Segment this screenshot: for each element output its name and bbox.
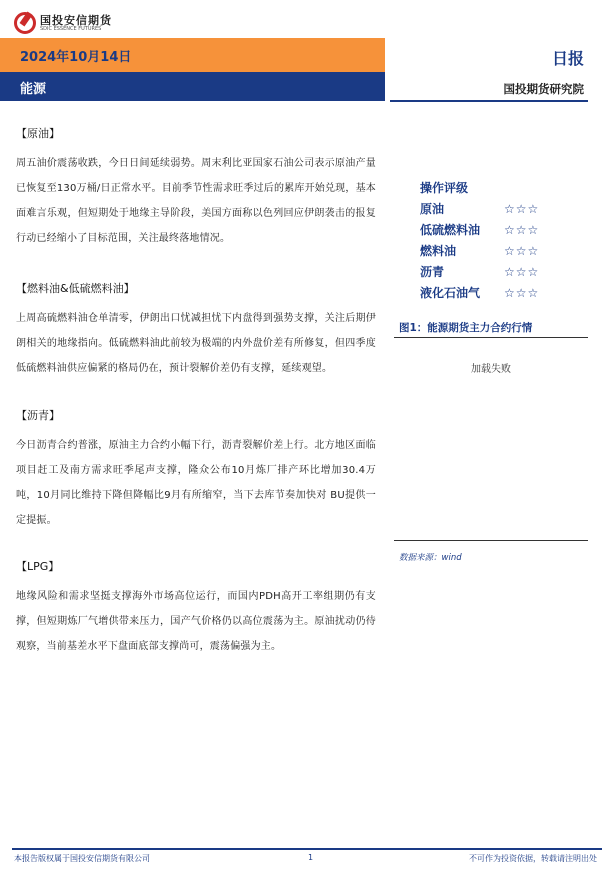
- rating-name: 原油: [420, 202, 445, 216]
- page-number: 1: [308, 853, 314, 862]
- report-date: 2024年10月14日: [20, 50, 132, 65]
- footer-copyright: 本报告版权属于国投安信期货有限公司: [14, 854, 150, 863]
- section-asphalt: [16, 408, 376, 533]
- rating-name: 低硫燃料油: [420, 223, 481, 237]
- section-body: 上周高硫燃料油仓单清零，伊朗出口忧减担忧下内盘得到强势支撑，关注后期伊朗相关的地缘指向。低硫燃料油此前较为极端的内外盘价差有所修复，但四季度低硫燃料油供应偏紧的格局仍在，预计裂解价差仍有支撑，延续观望。: [16, 313, 376, 374]
- rating-row-low-sulfur-fuel-oil: [420, 220, 580, 241]
- report-sector: 能源: [20, 82, 47, 97]
- company-logo: [14, 11, 112, 37]
- section-fuel-oil: [16, 281, 376, 381]
- rating-name: 燃料油: [420, 244, 457, 258]
- star-rating-icon: ☆☆☆: [504, 265, 540, 279]
- report-type: 日报: [551, 49, 584, 68]
- star-rating-icon: ☆☆☆: [504, 223, 540, 237]
- figure-title: 图1：能源期货主力合约行情: [399, 322, 533, 334]
- header-rule: [390, 100, 588, 102]
- section-title: 【原油】: [16, 127, 60, 140]
- section-lpg: [16, 559, 376, 659]
- commentary-column: [16, 126, 376, 682]
- section-title: 【燃料油&低硫燃料油】: [16, 282, 135, 295]
- header-blue-bar: [0, 72, 385, 101]
- rating-row-fuel-oil: [420, 241, 580, 262]
- section-crude-oil: [16, 126, 376, 251]
- figure-rule: [394, 337, 588, 338]
- star-rating-icon: ☆☆☆: [504, 202, 540, 216]
- institute-name: 国投期货研究院: [503, 82, 584, 96]
- section-title: 【沥青】: [16, 409, 60, 422]
- footer-rule: [12, 848, 602, 850]
- logo-name-cn: 国投安信期货: [40, 14, 112, 27]
- star-rating-icon: ☆☆☆: [504, 244, 540, 258]
- rating-name: 沥青: [420, 265, 445, 279]
- rating-row-crude-oil: [420, 199, 580, 220]
- section-body: 周五油价震荡收跌，今日日间延续弱势。周末利比亚国家石油公司表示原油产量已恢复至130万桶/日正常水平。目前季节性需求旺季过后的累库开始兑现，基本面难言乐观，但短期处于地缘主导阶段，美国方面称以色列回应伊朗袭击的报复行动已经缩小了目标范围，关注最终落地情况。: [16, 158, 376, 244]
- footer-disclaimer: 不可作为投资依据，转载请注明出处: [469, 854, 597, 863]
- logo-name-en: SDIC ESSENCE FUTURES: [40, 26, 102, 32]
- section-body: 今日沥青合约普涨，原油主力合约小幅下行，沥青裂解价差上行。北方地区面临项目赶工及南方需求旺季尾声支撑，隆众公布10月炼厂排产环比增加30.4万吨，10月同比维持下降但降幅比9月有所缩窄，当下去库节奏加快对 BU提供一定提振。: [16, 440, 376, 526]
- rating-name: 液化石油气: [420, 286, 481, 300]
- star-rating-icon: ☆☆☆: [504, 286, 540, 300]
- section-title: 【LPG】: [16, 560, 60, 573]
- logo-mark-icon: [14, 12, 36, 34]
- figure-load-failed: 加载失败: [471, 364, 511, 375]
- source-rule: [394, 540, 588, 541]
- section-body: 地缘风险和需求坚挺支撑海外市场高位运行，而国内PDH高开工率组期仍有支撑，但短期炼厂气增供带来压力，国产气价格仍以高位震荡为主。原油扰动仍待观察，当前基差水平下盘面底部支撑尚可，震荡偏强为主。: [16, 591, 376, 652]
- rating-row-asphalt: [420, 262, 580, 283]
- data-source: 数据来源：wind: [399, 553, 462, 563]
- rating-row-lpg: [420, 283, 580, 304]
- operation-rating: [420, 178, 580, 304]
- rating-title: 操作评级: [420, 181, 469, 195]
